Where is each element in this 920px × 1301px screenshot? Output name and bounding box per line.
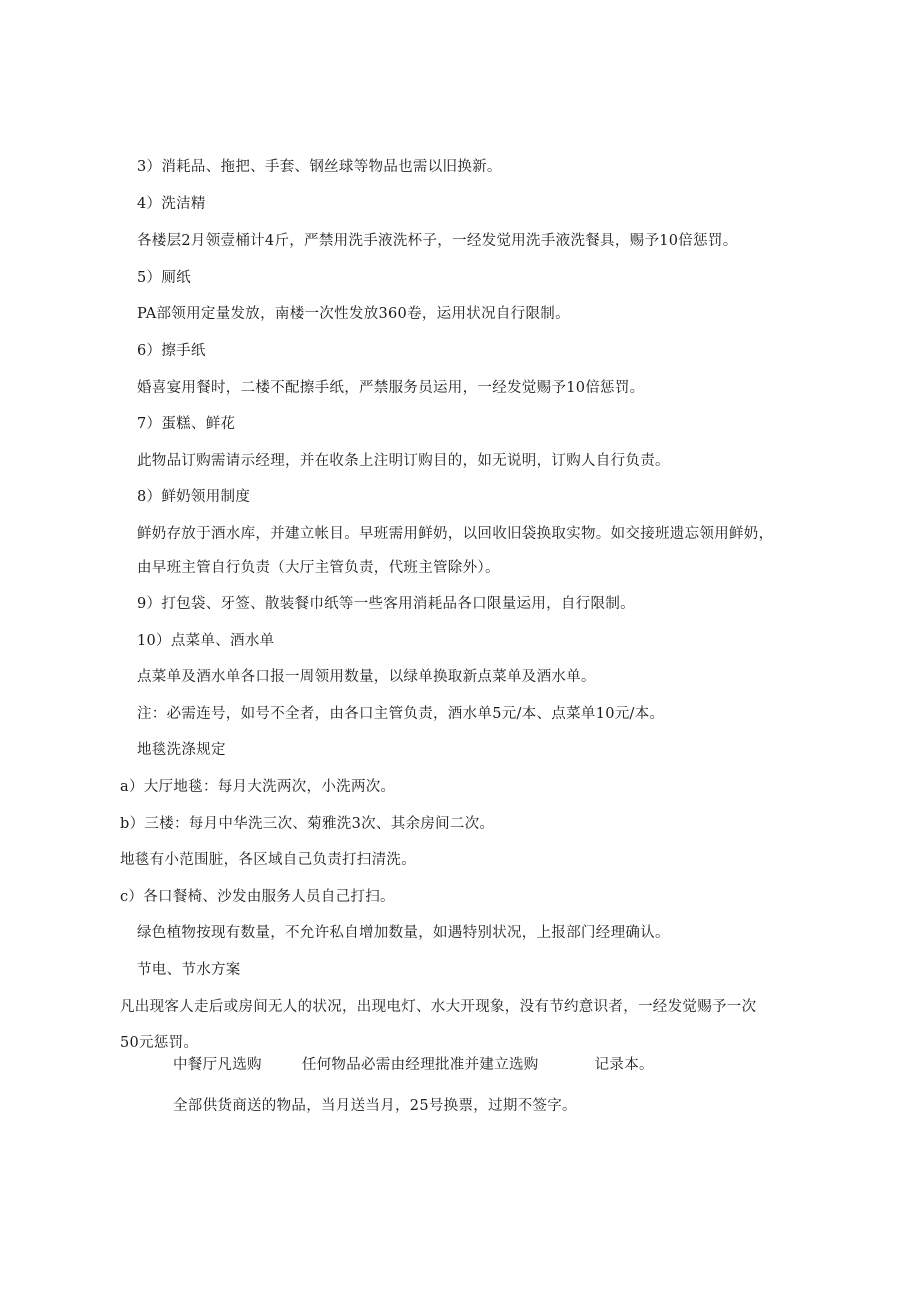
item-7-heading: 7）蛋糕、鲜花	[137, 416, 236, 432]
item-8-text-2: 由早班主管自行负责（大厅主管负责，代班主管除外）。	[137, 560, 500, 576]
purchase-part-3: 记录本。	[594, 1057, 654, 1073]
energy-text-2: 50元惩罚。	[120, 1035, 199, 1051]
item-8-text-1: 鲜奶存放于酒水库，并建立帐目。早班需用鲜奶，以回收旧袋换取实物。如交接班遗忘领用鲜奶，	[137, 526, 774, 542]
carpet-item-c: c）各口餐椅、沙发由服务人员自己打扫。	[120, 889, 395, 905]
plants-text: 绿色植物按现有数量，不允许私自增加数量，如遇特别状况，上报部门经理确认。	[137, 925, 670, 941]
purchase-part-2: 任何物品必需由经理批准并建立选购	[301, 1057, 539, 1073]
purchase-part-1: 中餐厅凡选购	[173, 1057, 262, 1073]
item-6-text: 婚喜宴用餐时，二楼不配擦手纸，严禁服务员运用，一经发觉赐予10倍惩罚。	[137, 380, 645, 396]
item-10-heading: 10）点菜单、酒水单	[137, 633, 275, 649]
carpet-heading: 地毯洗涤规定	[137, 742, 226, 758]
item-4-heading: 4）洗洁精	[137, 196, 206, 212]
item-10-text: 点菜单及酒水单各口报一周领用数量，以绿单换取新点菜单及酒水单。	[137, 669, 596, 685]
item-6-heading: 6）擦手纸	[137, 343, 206, 359]
item-5-heading: 5）厕纸	[137, 270, 191, 286]
carpet-note: 地毯有小范围脏，各区域自己负责打扫清洗。	[120, 852, 416, 868]
carpet-item-a: a）大厅地毯：每月大洗两次，小洗两次。	[120, 779, 396, 795]
item-3-consumables: 3）消耗品、拖把、手套、钢丝球等物品也需以旧换新。	[137, 159, 502, 175]
purchase-line	[173, 1055, 654, 1075]
item-10-note: 注：必需连号，如号不全者，由各口主管负责，酒水单5元/本、点菜单10元/本。	[137, 706, 665, 722]
item-5-text: PA部领用定量发放，南楼一次性发放360卷，运用状况自行限制。	[137, 306, 570, 322]
energy-text-1: 凡出现客人走后或房间无人的状况，出现电灯、水大开现象，没有节约意识者，一经发觉赐予一次	[120, 999, 757, 1015]
carpet-item-b: b）三楼：每月中华洗三次、菊雅洗3次、其余房间二次。	[120, 816, 495, 832]
item-9-text: 9）打包袋、牙签、散装餐巾纸等一些客用消耗品各口限量运用，自行限制。	[137, 596, 635, 612]
energy-heading: 节电、节水方案	[137, 962, 241, 978]
item-4-text: 各楼层2月领壹桶计4斤，严禁用洗手液洗杯子，一经发觉用洗手液洗餐具，赐予10倍惩罚。	[137, 233, 738, 249]
item-7-text: 此物品订购需请示经理，并在收条上注明订购目的，如无说明，订购人自行负责。	[137, 453, 670, 469]
item-8-heading: 8）鲜奶领用制度	[137, 489, 251, 505]
supplier-text: 全部供货商送的物品，当月送当月，25号换票，过期不签字。	[173, 1098, 577, 1114]
